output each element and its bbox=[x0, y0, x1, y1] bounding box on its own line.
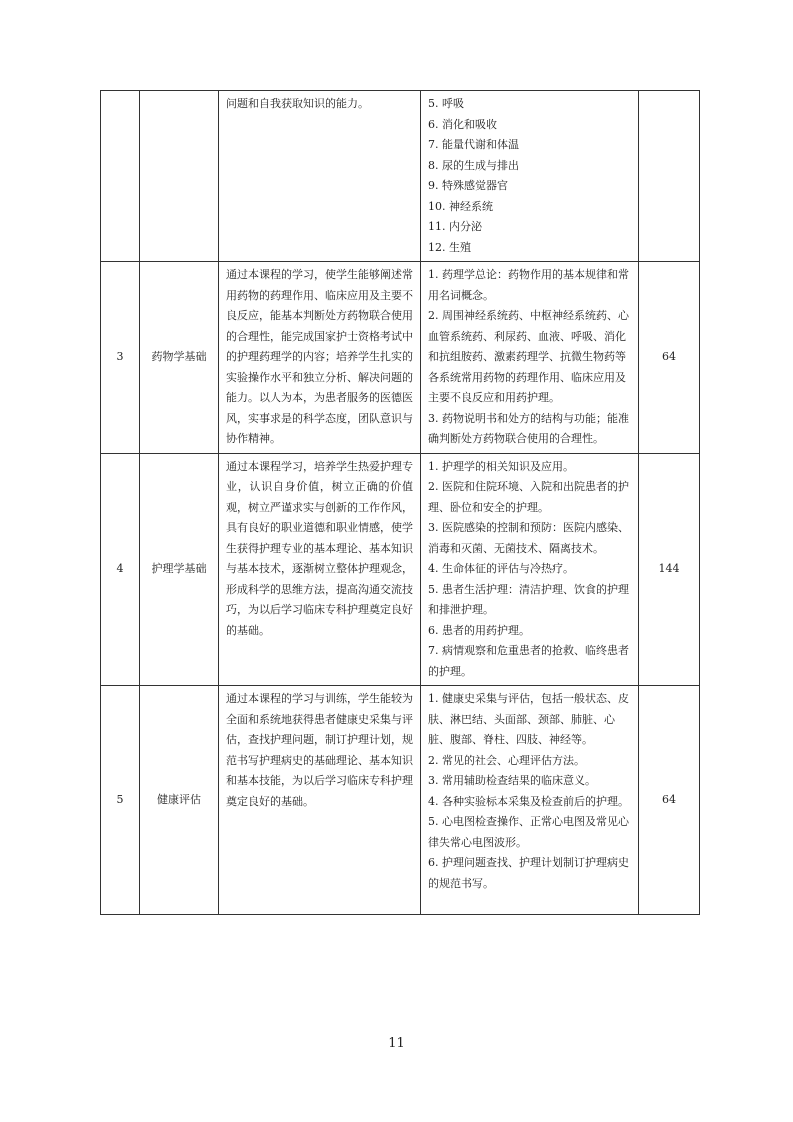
content-item: 7. 能量代谢和体温 bbox=[428, 138, 519, 151]
course-name: 护理学基础 bbox=[140, 453, 219, 686]
table-row bbox=[101, 262, 700, 454]
course-hours bbox=[639, 91, 700, 262]
content-item: 2. 周围神经系统药、中枢神经系统药、心血管系统药、利尿药、血液、呼吸、消化和抗组胺药、激素药理学、抗微生物药等各系统常用药物的药理作用、临床应用及主要不良反应和用药护理。 bbox=[428, 309, 629, 404]
content-item: 11. 内分泌 bbox=[428, 220, 482, 233]
content-item: 6. 消化和吸收 bbox=[428, 117, 497, 131]
course-number bbox=[101, 91, 140, 262]
content-item: 6. 护理问题查找、护理计划制订护理病史的规范书写。 bbox=[428, 856, 629, 890]
content-item: 10. 神经系统 bbox=[428, 199, 493, 213]
content-item: 3. 医院感染的控制和预防：医院内感染、消毒和灭菌、无菌技术、隔离技术。 bbox=[428, 521, 629, 555]
content-item: 5. 患者生活护理：清洁护理、饮食的护理和排泄护理。 bbox=[428, 582, 629, 616]
content-item: 5. 呼吸 bbox=[428, 97, 464, 110]
page-number: 11 bbox=[388, 1036, 405, 1051]
course-content bbox=[421, 262, 639, 454]
course-number: 3 bbox=[101, 262, 140, 454]
content-item: 4. 各种实验标本采集及检查前后的护理。 bbox=[428, 794, 629, 808]
content-item: 7. 病情观察和危重患者的抢救、临终患者的护理。 bbox=[428, 644, 629, 678]
course-goal: 问题和自我获取知识的能力。 bbox=[219, 91, 421, 262]
content-item: 9. 特殊感觉器官 bbox=[428, 179, 508, 192]
course-goal: 通过本课程学习，培养学生热爱护理专业，认识自身价值，树立正确的价值观，树立严谨求实与创新的工作作风，具有良好的职业道德和职业情感，使学生获得护理专业的基本理论、基本知识与基本技术，逐渐树立整体护理观念，形成科学的思维方法，提高沟通交流技巧，为以后学习临床专科护理奠定良好的基础。 bbox=[219, 453, 421, 686]
course-content bbox=[421, 686, 639, 915]
content-item: 6. 患者的用药护理。 bbox=[428, 623, 530, 637]
table-row bbox=[101, 91, 700, 262]
course-goal: 通过本课程的学习与训练，学生能较为全面和系统地获得患者健康史采集与评估，查找护理问题，制订护理计划，规范书写护理病史的基础理论、基本知识和基本技能，为以后学习临床专科护理奠定良好的基础。 bbox=[219, 686, 421, 915]
table-row bbox=[101, 686, 700, 915]
content-item: 2. 常见的社会、心理评估方法。 bbox=[428, 753, 585, 767]
content-item: 5. 心电图检查操作、正常心电图及常见心律失常心电图波形。 bbox=[428, 815, 629, 849]
course-name: 健康评估 bbox=[140, 686, 219, 915]
table-row bbox=[101, 453, 700, 686]
course-hours: 144 bbox=[639, 453, 700, 686]
content-item: 4. 生命体征的评估与冷热疗。 bbox=[428, 562, 574, 575]
content-item: 1. 药理学总论：药物作用的基本规律和常用名词概念。 bbox=[428, 268, 629, 302]
course-hours: 64 bbox=[639, 686, 700, 915]
course-content bbox=[421, 91, 639, 262]
course-content bbox=[421, 453, 639, 686]
content-item: 3. 药物说明书和处方的结构与功能；能准确判断处方药物联合使用的合理性。 bbox=[428, 411, 629, 445]
course-table bbox=[100, 90, 700, 915]
course-number: 5 bbox=[101, 686, 140, 915]
content-item: 1. 健康史采集与评估，包括一般状态、皮肤、淋巴结、头面部、颈部、肺脏、心脏、腹部、脊柱、四肢、神经等。 bbox=[428, 692, 629, 746]
content-item: 2. 医院和住院环境、入院和出院患者的护理、卧位和安全的护理。 bbox=[428, 480, 629, 514]
course-number: 4 bbox=[101, 453, 140, 686]
content-item: 3. 常用辅助检查结果的临床意义。 bbox=[428, 774, 596, 787]
course-name bbox=[140, 91, 219, 262]
course-goal: 通过本课程的学习，使学生能够阐述常用药物的药理作用、临床应用及主要不良反应，能基本判断处方药物联合使用的合理性，能完成国家护士资格考试中的护理药理学的内容；培养学生扎实的实验操作水平和独立分析、解决问题的能力。以人为本，为患者服务的医德医风，实事求是的科学态度，团队意识与协作精神。 bbox=[219, 262, 421, 454]
course-name: 药物学基础 bbox=[140, 262, 219, 454]
content-item: 1. 护理学的相关知识及应用。 bbox=[428, 459, 574, 473]
content-item: 8. 尿的生成与排出 bbox=[428, 158, 519, 172]
content-item: 12. 生殖 bbox=[428, 240, 471, 254]
course-hours: 64 bbox=[639, 262, 700, 454]
